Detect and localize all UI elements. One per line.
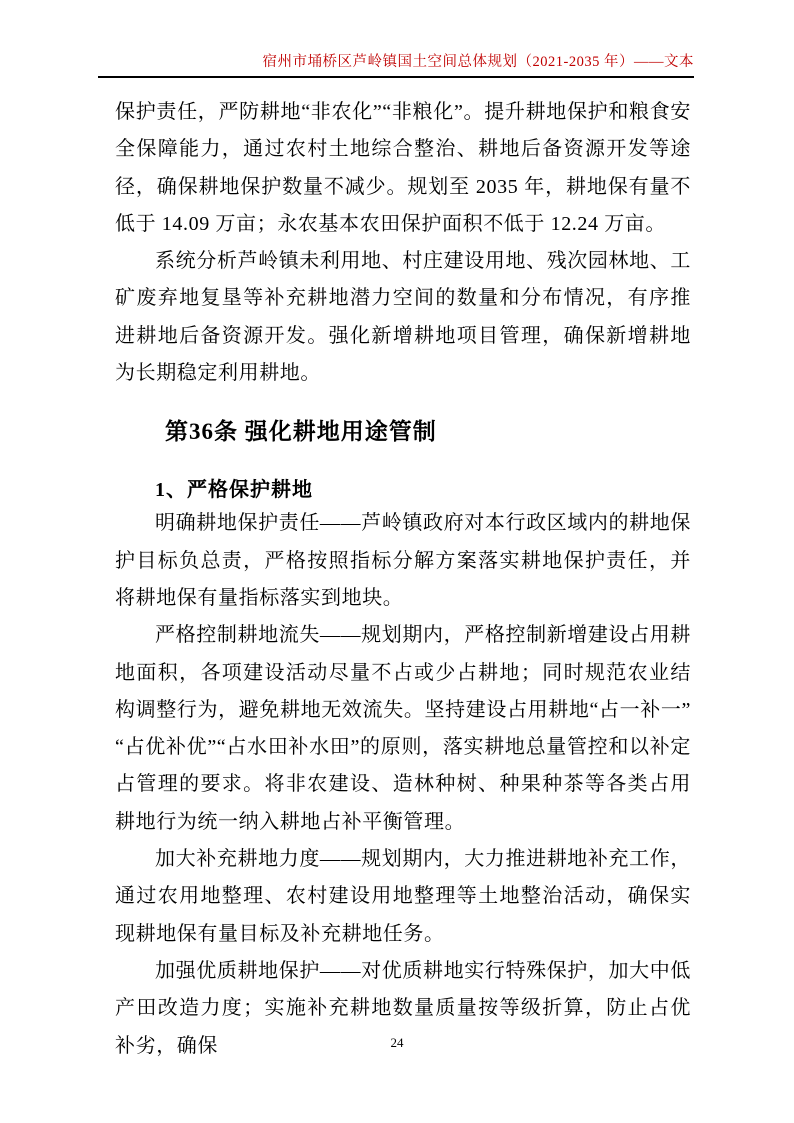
page-footer [0,1034,794,1052]
page-number: 24 [390,1035,404,1050]
article-heading: 第36条 强化耕地用途管制 [165,419,437,445]
page-header [98,50,694,78]
header-title: 宿州市埇桥区芦岭镇国土空间总体规划（2021-2035 年）——文本 [262,54,694,70]
paragraph: 加强优质耕地保护——对优质耕地实行特殊保护，加大中低产田改造力度；实施补充耕地数量质量按等级折算，防止占优补劣，确保 [115,959,691,1057]
document-body [115,94,691,1065]
paragraph: 明确耕地保护责任——芦岭镇政府对本行政区域内的耕地保护目标负总责，严格按照指标分解方案落实耕地保护责任，并将耕地保有量指标落实到地块。 [115,512,691,609]
paragraph: 系统分析芦岭镇未利用地、村庄建设用地、残次园林地、工矿废弃地复垦等补充耕地潜力空间的数量和分布情况，有序推进耕地后备资源开发。强化新增耕地项目管理，确保新增耕地为长期稳定利用耕地。 [115,250,691,385]
paragraph: 加大补充耕地力度——规划期内，大力推进耕地补充工作，通过农用地整理、农村建设用地整理等土地整治活动，确保实现耕地保有量目标及补充耕地任务。 [115,848,691,945]
sub-heading: 1、严格保护耕地 [155,479,313,502]
paragraph-continuation: 保护责任，严防耕地“非农化”“非粮化”。提升耕地保护和粮食安全保障能力，通过农村土地综合整治、耕地后备资源开发等途径，确保耕地保护数量不减少。规划至 2035 年，耕地保有量不低于 14.09 万亩；永农基本农田保护面积不低于 12.24 万亩。 [115,101,691,235]
paragraph: 严格控制耕地流失——规划期内，严格控制新增建设占用耕地面积，各项建设活动尽量不占或少占耕地；同时规范农业结构调整行为，避免耕地无效流失。坚持建设占用耕地“占一补一”“占优补优”“占水田补水田”的原则，落实耕地总量管控和以补定占管理的要求。将非农建设、造林种树、种果种茶等各类占用耕地行为统一纳入耕地占补平衡管理。 [115,624,691,833]
